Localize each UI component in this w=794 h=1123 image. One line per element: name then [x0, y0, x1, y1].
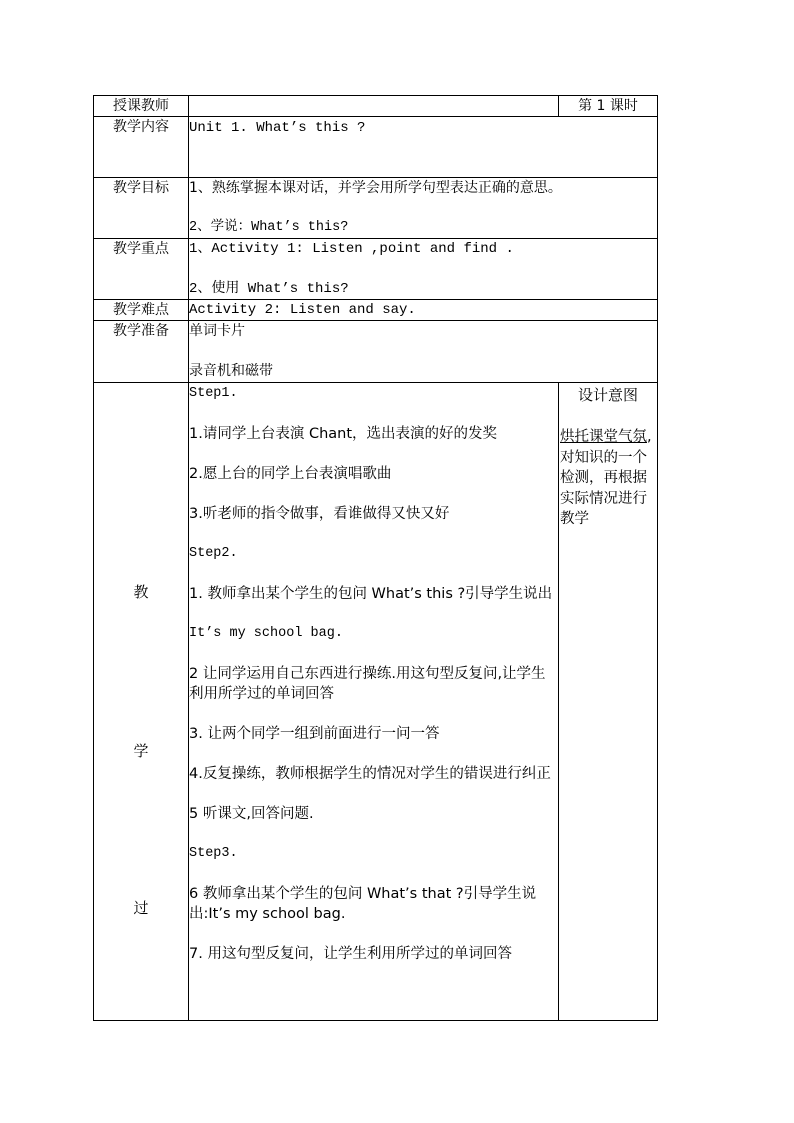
content-label: 教学内容 — [94, 117, 189, 178]
key-points-row — [94, 239, 658, 300]
design-intent-cell — [559, 383, 658, 1021]
prep-line: 录音机和磁带 — [189, 363, 273, 379]
goal-line: 1、熟练掌握本课对话，并学会用所学句型表达正确的意思。 — [189, 180, 562, 196]
step-item: 1. 教师拿出某个学生的包问 What’s this ?引导学生说出 — [189, 586, 553, 602]
step-heading: Step3. — [189, 846, 238, 861]
goals-value — [189, 178, 658, 239]
key-points-value — [189, 239, 658, 300]
process-label-char: 学 — [133, 742, 149, 760]
step-heading: Step2. — [189, 546, 238, 561]
goals-row — [94, 178, 658, 239]
process-label-cell — [94, 383, 189, 1021]
goals-label: 教学目标 — [94, 178, 189, 239]
key-point-line: 2、使用 What’s this? — [189, 281, 349, 297]
step-item: It’s my school bag. — [189, 626, 343, 641]
design-intent-note — [559, 427, 657, 530]
key-points-label: 教学重点 — [94, 239, 189, 300]
prep-label: 教学准备 — [94, 321, 189, 383]
process-row — [94, 383, 658, 1021]
key-point-line: 1、Activity 1: Listen ,point and find . — [189, 241, 514, 257]
teacher-label: 授课教师 — [94, 96, 189, 117]
step-item: 7. 用这句型反复问，让学生利用所学过的单词回答 — [189, 946, 512, 962]
design-intent-text: ,对知识的一个检测，再根据实际情况进行教学 — [560, 429, 652, 527]
process-label-char: 教 — [133, 583, 149, 601]
prep-row — [94, 321, 658, 383]
prep-value — [189, 321, 658, 383]
header-row — [94, 96, 658, 117]
step-item: 3.听老师的指令做事，看谁做得又快又好 — [189, 506, 450, 522]
step-item: 2.愿上台的同学上台表演唱歌曲 — [189, 466, 392, 482]
design-intent-underlined: 烘托课堂气氛 — [560, 429, 647, 445]
process-label-char: 过 — [133, 899, 149, 917]
design-intent-title: 设计意图 — [577, 386, 638, 404]
content-value: Unit 1. What’s this ? — [189, 117, 658, 178]
step-heading: Step1. — [189, 386, 238, 401]
goal-line: 2、学说：What’s this? — [189, 220, 349, 235]
teacher-value — [189, 96, 559, 117]
process-steps — [189, 383, 559, 1021]
difficulty-label: 教学难点 — [94, 300, 189, 321]
difficulty-row — [94, 300, 658, 321]
step-item: 3. 让两个同学一组到前面进行一问一答 — [189, 726, 440, 742]
step-item: 5 听课文,回答问题. — [189, 806, 314, 822]
step-item: 1.请同学上台表演 Chant，选出表演的好的发奖 — [189, 426, 498, 442]
prep-line: 单词卡片 — [189, 323, 245, 339]
step-item: 2 让同学运用自己东西进行操练.用这句型反复问,让学生利用所学过的单词回答 — [189, 666, 546, 702]
content-row — [94, 117, 658, 178]
lesson-plan-table — [93, 95, 658, 1021]
difficulty-value: Activity 2: Listen and say. — [189, 300, 658, 321]
step-item: 6 教师拿出某个学生的包问 What’s that ?引导学生说出:It’s my school bag. — [189, 886, 537, 922]
step-item: 4.反复操练，教师根据学生的情况对学生的错误进行纠正 — [189, 766, 551, 782]
lesson-number: 第 1 课时 — [559, 96, 658, 117]
